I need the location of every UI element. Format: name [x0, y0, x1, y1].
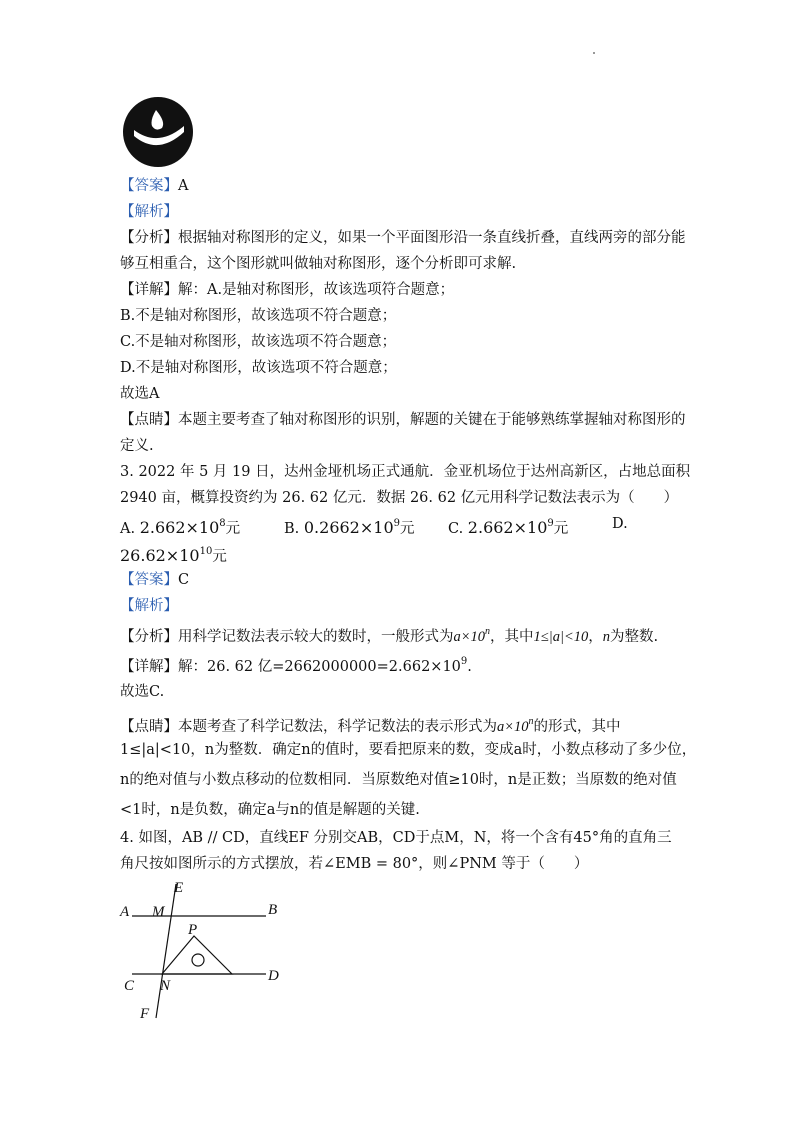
answer-tag: 【答案】 — [120, 178, 178, 194]
comment-tag: 【点睛】 — [120, 719, 178, 735]
analyze-tag: 【分析】 — [120, 230, 178, 246]
option-unit: 元 — [400, 521, 415, 537]
answer-value: A — [178, 178, 189, 194]
comment-text: 本题主要考查了轴对称图形的识别，解题的关键在于能够熟练掌握轴对称图形的 — [178, 412, 686, 428]
detail-text: 解：A.是轴对称图形，故该选项符合题意； — [178, 282, 455, 298]
option-base: 0.2662×10 — [303, 518, 394, 537]
option-base: 26.62×10 — [120, 546, 200, 565]
q4-stem-line-2: 角尺按如图所示的方式摆放，若∠EMB = 80°，则∠PNM 等于（ ） — [120, 856, 589, 872]
option-base: 2.662×10 — [139, 518, 220, 537]
set-square — [162, 936, 232, 974]
label-c: C — [124, 978, 135, 994]
option-base: 2.662×10 — [467, 518, 548, 537]
q2-answer-line — [120, 176, 188, 196]
option-exp: 9 — [393, 518, 400, 529]
q3-comment-line-3: n的绝对值与小数点移动的位数相同．当原数绝对值≥10时，n是正数；当原数的绝对值 — [120, 772, 677, 788]
comment-text-a: 本题考查了科学记数法，科学记数法的表示形式为 — [178, 719, 497, 735]
comment-text-b: 的形式，其中 — [533, 719, 621, 735]
analyze-text-b: ，其中 — [490, 629, 534, 645]
label-n: N — [160, 978, 171, 994]
answer-tag: 【答案】 — [120, 572, 178, 588]
option-unit: 元 — [212, 549, 227, 565]
q3-option-b — [284, 514, 415, 539]
answer-value: C — [178, 572, 190, 588]
analyze-range: 1≤|a|<10 — [533, 629, 589, 645]
label-b: B — [268, 902, 278, 918]
q3-option-d-letter: D. — [612, 516, 628, 532]
analysis-tag: 【解析】 — [120, 598, 178, 614]
q3-comment-line-2: 1≤|a|<10，n为整数．确定n的值时，要看把原来的数，变成a时，小数点移动了多少位， — [120, 742, 697, 758]
analyze-tag: 【分析】 — [120, 629, 178, 645]
analyze-text: 根据轴对称图形的定义，如果一个平面图形沿一条直线折叠，直线两旁的部分能 — [178, 230, 686, 246]
detail-tag: 【详解】 — [120, 659, 178, 675]
option-letter: A. — [120, 521, 136, 537]
label-e: E — [174, 880, 184, 896]
q3-comment-line-4: <1时，n是负数，确定a与n的值是解题的关键. — [120, 802, 420, 818]
analyze-text-a: 用科学记数法表示较大的数时，一般形式为 — [178, 629, 454, 645]
q3-comment-line-1 — [120, 712, 621, 737]
q2-comment-line-2: 定义. — [120, 438, 154, 454]
q3-analyze-line — [120, 622, 658, 647]
q3-option-d — [120, 542, 227, 567]
option-unit: 元 — [225, 521, 241, 537]
q3-option-c — [448, 514, 568, 539]
label-p: P — [188, 922, 198, 938]
q2-detail-line-3: C.不是轴对称图形，故该选项不符合题意； — [120, 334, 397, 350]
comment-n: n — [528, 716, 534, 727]
q2-analyze-line-2: 够互相重合，这个图形就叫做轴对称图形，逐个分析即可求解. — [120, 256, 517, 272]
label-m: M — [152, 904, 165, 920]
label-a: A — [120, 904, 130, 920]
q3-answer-line — [120, 570, 189, 590]
detail-eq: =2662000000=2.662×10 — [272, 659, 461, 675]
q2-detail-line-2: B.不是轴对称图形，故该选项不符合题意； — [120, 308, 397, 324]
q4-stem-line-1: 4. 如图，AB // CD，直线EF 分别交AB，CD于点M，N，将一个含有45°角的直角三 — [120, 830, 672, 846]
detail-end: . — [467, 659, 472, 675]
q2-analysis-line — [120, 202, 178, 222]
page-mark — [593, 52, 595, 54]
q2-analyze-line-1 — [120, 228, 686, 248]
q2-comment-line-1 — [120, 410, 686, 430]
option-letter: C. — [448, 521, 464, 537]
q2-detail-line-1 — [120, 280, 454, 300]
comment-tag: 【点睛】 — [120, 412, 178, 428]
q4-geometry-figure — [118, 878, 298, 1028]
analysis-tag: 【解析】 — [120, 204, 178, 220]
option-d-figure — [122, 96, 194, 168]
comment-form: a×10 — [497, 719, 529, 735]
option-exp: 9 — [547, 518, 554, 529]
option-exp: 8 — [219, 518, 226, 529]
label-d: D — [268, 968, 279, 984]
option-unit: 元 — [553, 521, 569, 537]
q3-stem-line-2: 2940 亩，概算投资约为 26. 62 亿元．数据 26. 62 亿元用科学记数法表示为（ ） — [120, 490, 679, 506]
analyze-n2: n — [602, 629, 611, 645]
option-exp: 10 — [199, 546, 213, 557]
detail-tag: 【详解】 — [120, 282, 178, 298]
analyze-text-c: ， — [588, 629, 603, 645]
detail-exp: 9 — [460, 656, 468, 667]
analyze-text-d: 为整数. — [610, 629, 659, 645]
analyze-form: a×10 — [453, 629, 486, 645]
q2-choose-line: 故选A — [120, 386, 160, 402]
analyze-n: n — [485, 626, 491, 637]
q3-analysis-line — [120, 596, 178, 616]
option-letter: B. — [284, 521, 300, 537]
q2-detail-line-4: D.不是轴对称图形，故该选项不符合题意； — [120, 360, 397, 376]
q3-stem-line-1: 3. 2022 年 5 月 19 日，达州金垭机场正式通航．金亚机场位于达州高新区，占地总面积 — [120, 464, 691, 480]
q3-option-a — [120, 514, 240, 539]
q3-detail-line — [120, 652, 472, 677]
set-square-hole — [192, 954, 204, 966]
detail-text: 解：26. 62 亿 — [178, 659, 273, 675]
label-f: F — [140, 1006, 150, 1022]
q3-choose-line: 故选C. — [120, 684, 165, 700]
